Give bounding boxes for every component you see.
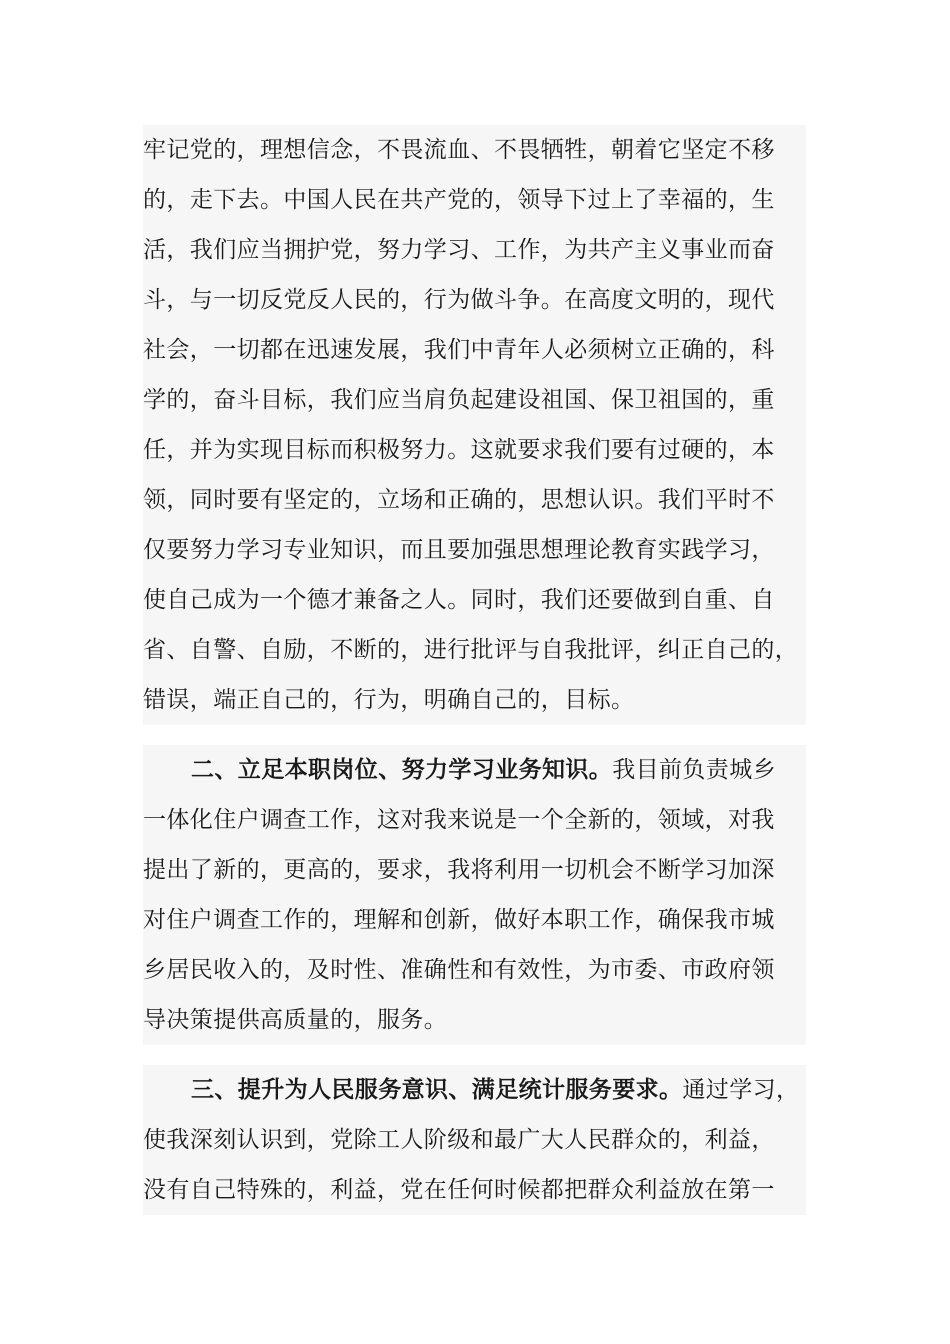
text-line: 牢记党的，理想信念，不畏流血、不畏牺牲，朝着它坚定不移: [143, 137, 775, 163]
text-span: 通过学习，: [682, 1077, 800, 1103]
text-line: 的，走下去。中国人民在共产党的，领导下过上了幸福的，生: [143, 187, 775, 213]
text-line: 领，同时要有坚定的，立场和正确的，思想认识。我们平时不: [143, 487, 775, 513]
text-line: 仅要努力学习专业知识，而且要加强思想理论教育实践学习，: [143, 537, 775, 563]
text-line: 乡居民收入的，及时性、准确性和有效性，为市委、市政府领: [143, 957, 775, 983]
text-line: 对住户调查工作的，理解和创新，做好本职工作，确保我市城: [143, 907, 775, 933]
text-span: 我目前负责城乡: [612, 757, 777, 783]
text-line: 社会，一切都在迅速发展，我们中青年人必须树立正确的，科: [143, 337, 775, 363]
paragraph-3: [143, 1065, 806, 1215]
paragraph-1: [143, 125, 806, 725]
first-line: [191, 745, 776, 795]
first-line: [191, 1065, 799, 1115]
text-line: 活，我们应当拥护党，努力学习、工作，为共产主义事业而奋: [143, 237, 775, 263]
section-heading: 二、立足本职岗位、努力学习业务知识。: [191, 757, 613, 783]
text-line: 没有自己特殊的，利益，党在任何时候都把群众利益放在第一: [143, 1177, 775, 1203]
text-line: 学的，奋斗目标，我们应当肩负起建设祖国、保卫祖国的，重: [143, 387, 775, 413]
text-line: 导决策提供高质量的，服务。: [143, 1007, 448, 1033]
text-line: 提出了新的，更高的，要求，我将利用一切机会不断学习加深: [143, 857, 775, 883]
text-line: 使我深刻认识到，党除工人阶级和最广大人民群众的，利益，: [143, 1127, 775, 1153]
text-line: 省、自警、自励，不断的，进行批评与自我批评，纠正自己的，: [143, 637, 799, 663]
text-line: 斗，与一切反党反人民的，行为做斗争。在高度文明的，现代: [143, 287, 775, 313]
text-line: 使自己成为一个德才兼备之人。同时，我们还要做到自重、自: [143, 587, 775, 613]
section-heading: 三、提升为人民服务意识、满足统计服务要求。: [191, 1077, 683, 1103]
text-line: 一体化住户调查工作，这对我来说是一个全新的，领域，对我: [143, 807, 775, 833]
paragraph-2: [143, 745, 806, 1045]
text-line: 错误，端正自己的，行为，明确自己的，目标。: [143, 687, 635, 713]
text-line: 任，并为实现目标而积极努力。这就要求我们要有过硬的，本: [143, 437, 775, 463]
